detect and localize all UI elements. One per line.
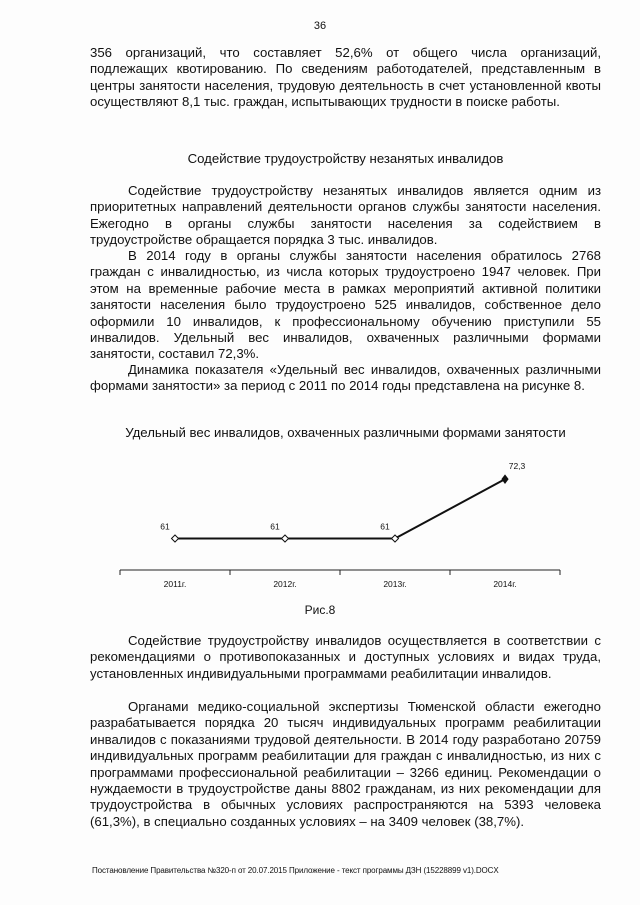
data-label: 61 [380,521,390,532]
x-tick-label: 2012г. [273,579,297,589]
paragraph-recommendations: Содействие трудоустройству инвалидов осуществляется в соответствии с рекомендациями о противопоказанных и доступных условиях и видах труда, установленных индивидуальными программами реабилитации инвалидов. [90,633,601,681]
data-point-marker [172,535,179,542]
data-point-marker [502,475,508,483]
data-label: 61 [270,521,280,532]
section-heading: Содействие трудоустройству незанятых инвалидов [187,151,504,166]
paragraph-dynamics: Динамика показателя «Удельный вес инвалидов, охваченных различными формами занятости» за период с 2011 по 2014 годы представлена на рисунке 8. [90,362,601,394]
x-tick-label: 2011г. [163,579,187,589]
paragraph-quota: 356 организаций, что составляет 52,6% от общего числа организаций, подлежащих квотированию. По сведениям работодателей, представленным в центры занятости населения, трудовую деятельность в счет установленной квоты осуществляют 8,1 тыс. граждан, испытывающих трудности в поиске работы. [90,45,601,110]
data-label: 72,3 [508,461,526,472]
series-line [175,479,505,538]
x-tick-label: 2014г. [493,579,517,589]
paragraph-2014-stats: В 2014 году в органы службы занятости населения обратилось 2768 граждан с инвалидностью, из числа которых трудоустроено 1947 человек. При этом на временные рабочие места в рамках мероприятий активной политики занятости населения было трудоустроено 525 инвалидов, собственное дело оформили 10 инвалидов, к профессиональному обучению приступили 55 инвалидов. Удельный вес инвалидов, охваченных различными формами занятости, составил 72,3%. [90,248,601,362]
data-label: 61 [160,521,170,532]
line-chart [0,445,640,605]
data-point-marker [282,535,289,542]
figure-caption: Рис.8 [304,603,336,617]
page-number: 36 [313,20,327,32]
paragraph-rehabilitation: Органами медико-социальной экспертизы Тюменской области ежегодно разрабатывается порядка 20 тысяч индивидуальных программ реабилитации инвалидов с показаниями трудовой деятельности. В 2014 году разработано 20759 индивидуальных программ реабилитации для граждан с инвалидностью, из них с программами профессиональной реабилитации – 3266 единиц. Рекомендации о нуждаемости в трудоустройстве даны 8802 гражданам, из них рекомендации для трудоустройства в обычных условиях распространяются на 5393 человека (61,3%), в специально созданных условиях – на 3409 человек (38,7%). [90,699,601,829]
chart-title: Удельный вес инвалидов, охваченных различными формами занятости [125,425,566,440]
paragraph-intro: Содействие трудоустройству незанятых инвалидов является одним из приоритетных направлений деятельности органов службы занятости населения. Ежегодно в органы службы занятости населения за содействием в трудоустройстве обращается порядка 3 тыс. инвалидов. [90,183,601,248]
x-tick-label: 2013г. [383,579,407,589]
document-footer: Постановление Правительства №320-п от 20.07.2015 Приложение - текст программы ДЗН (15228899 v1).DOCX [92,866,499,875]
